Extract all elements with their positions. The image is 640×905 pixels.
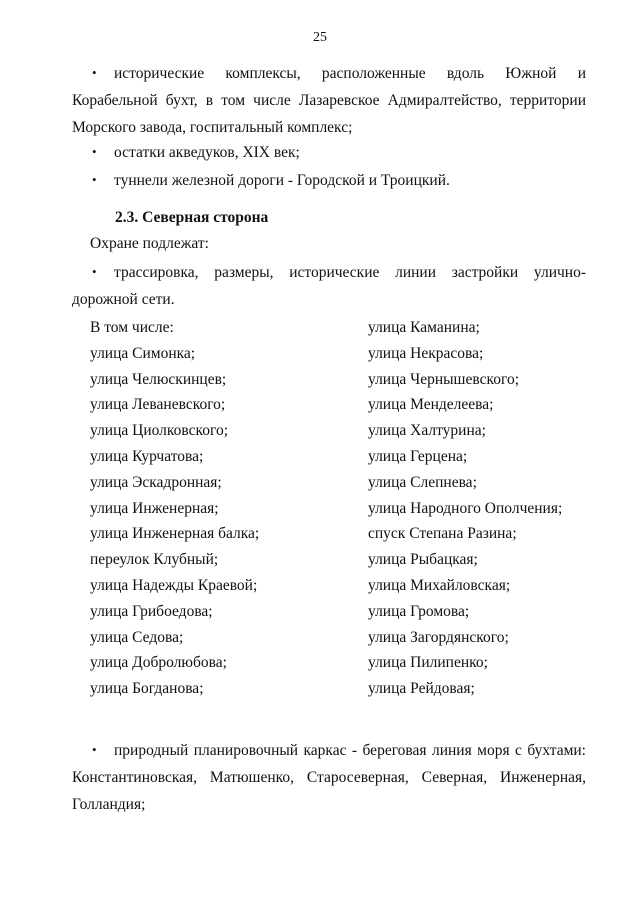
list-item: улица Слепнева; — [368, 473, 477, 491]
list-item: улица Загордянского; — [368, 628, 509, 646]
bullet-icon: • — [92, 65, 97, 80]
list-item: улица Михайловская; — [368, 576, 511, 594]
list-item: улица Народного Ополчения; — [368, 499, 563, 517]
list-item: улица Рейдовая; — [368, 680, 475, 698]
list-item: переулок Клубный; — [90, 551, 219, 569]
list-item: спуск Степана Разина; — [368, 525, 517, 543]
list-item: улица Герцена; — [368, 447, 468, 465]
list-item: улица Курчатова; — [90, 447, 204, 465]
list-item: улица Седова; — [90, 628, 184, 646]
street-list-right — [368, 315, 562, 702]
bullet-text-line1: исторические комплексы, расположенные вдоль Южной и Корабельной — [72, 65, 586, 109]
section-intro: Охране подлежат: — [90, 235, 209, 252]
bullet-icon: • — [92, 144, 97, 159]
bullet-aqueducts — [72, 138, 586, 166]
bullet-text-rest: бухт, в том числе Лазаревское Адмиралтейство, территории Морского завода, госпитальный комплекс; — [72, 92, 587, 136]
list-item: улица Симонка; — [90, 344, 196, 362]
section-heading: 2.3. Северная сторона — [115, 209, 269, 226]
list-item: В том числе: — [90, 319, 174, 336]
list-item: улица Рыбацкая; — [368, 551, 478, 569]
bullet-historic-complexes — [72, 59, 586, 141]
list-item: улица Эскадронная; — [90, 473, 222, 491]
list-item: улица Некрасова; — [368, 344, 484, 362]
list-item: улица Каманина; — [368, 319, 480, 336]
bullet-street-network — [72, 258, 586, 313]
list-item: улица Добролюбова; — [90, 654, 227, 672]
list-item: улица Богданова; — [90, 680, 204, 698]
list-item: улица Грибоедова; — [90, 602, 213, 620]
list-item: улица Халтурина; — [368, 422, 486, 440]
bullet-railway-tunnels — [72, 166, 586, 194]
page-number: 25 — [313, 30, 327, 45]
street-list-left — [90, 315, 259, 702]
bullet-text: туннели железной дороги - Городской и Троицкий. — [114, 172, 450, 189]
bullet-text: остатки акведуков, XIX век; — [114, 144, 300, 161]
list-item: улица Леваневского; — [90, 396, 226, 414]
bays-line: Константиновская, Матюшенко, Старосеверная, Северная, Инженерная, — [72, 769, 586, 786]
bullet-text-line1: природный планировочный каркас - береговая линия моря с бухтами: — [114, 742, 586, 759]
list-item: улица Надежды Краевой; — [90, 576, 258, 594]
list-item: улица Пилипенко; — [368, 654, 488, 672]
list-item: улица Циолковского; — [90, 422, 229, 440]
bullet-icon: • — [92, 264, 97, 279]
list-item: улица Челюскинцев; — [90, 370, 227, 388]
bullet-text-rest: сети. — [141, 291, 175, 308]
list-item: улица Громова; — [368, 602, 470, 620]
bullet-text-line1: трассировка, размеры, исторические линии застройки улично-дорожной — [72, 264, 586, 308]
bullet-icon: • — [92, 172, 97, 187]
list-item: улица Чернышевского; — [368, 370, 520, 388]
bullet-natural-framework — [72, 736, 586, 818]
bullet-icon: • — [92, 742, 97, 757]
bullet-line — [72, 736, 586, 764]
list-item: улица Инженерная; — [90, 499, 219, 517]
bays-line-last: Голландия; — [72, 796, 146, 813]
list-item: улица Менделеева; — [368, 396, 494, 414]
list-item: улица Инженерная балка; — [90, 525, 260, 543]
